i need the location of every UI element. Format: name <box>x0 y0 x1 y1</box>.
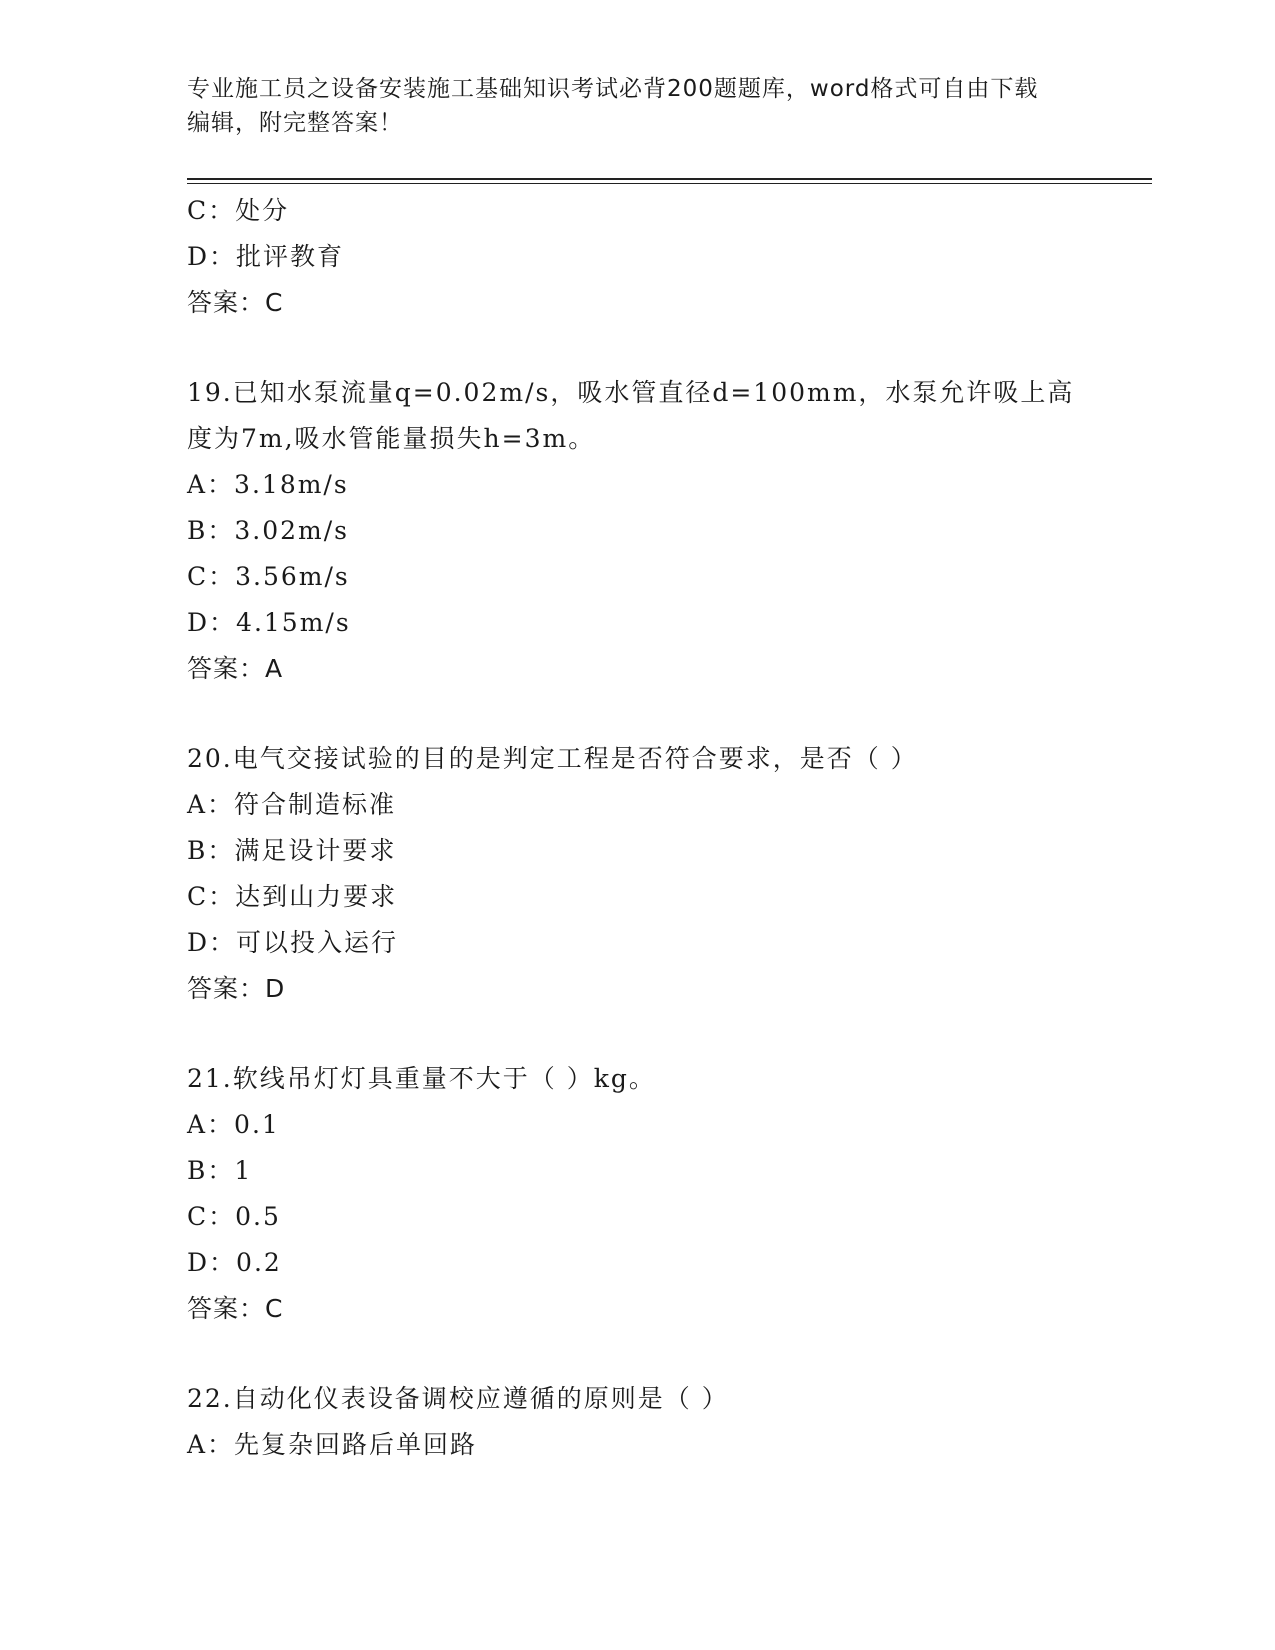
option-c: C：处分 <box>187 196 290 225</box>
option-d: D：批评教育 <box>187 242 345 271</box>
answer-line: 答案：D <box>187 974 286 1003</box>
answer-line: 答案：A <box>187 654 284 683</box>
question-list <box>187 188 1075 1468</box>
question-18-tail <box>187 188 1067 326</box>
question-20 <box>187 736 1067 1012</box>
header-title-line-1: 专业施工员之设备安装施工基础知识考试必背200题题库，word格式可自由下载 <box>187 76 1039 102</box>
question-spacer <box>187 1332 1067 1376</box>
option-d: D：0.2 <box>187 1248 282 1277</box>
option-c: C：0.5 <box>187 1202 281 1231</box>
header-title-line-2: 编辑，附完整答案！ <box>187 110 403 136</box>
answer-line: 答案：C <box>187 288 284 317</box>
question-stem: 20.电气交接试验的目的是判定工程是否符合要求，是否（ ） <box>187 744 918 773</box>
question-21 <box>187 1056 1067 1332</box>
option-b: B：3.02m/s <box>187 516 349 545</box>
question-spacer <box>187 692 1067 736</box>
option-b: B：1 <box>187 1156 253 1185</box>
question-spacer <box>187 326 1067 370</box>
option-a: A：3.18m/s <box>187 470 349 499</box>
option-d: D：4.15m/s <box>187 608 351 637</box>
option-c: C：达到山力要求 <box>187 882 398 911</box>
option-c: C：3.56m/s <box>187 562 350 591</box>
option-a: A：先复杂回路后单回路 <box>187 1430 478 1459</box>
question-stem: 19.已知水泵流量q=0.02m/s，吸水管直径d=100mm，水泵允许吸上高 <box>187 378 1075 407</box>
question-stem-continued: 度为7m,吸水管能量损失h=3m。 <box>187 424 596 453</box>
question-stem: 21.软线吊灯灯具重量不大于（ ）kg。 <box>187 1064 656 1093</box>
header-rule-thin <box>187 183 1152 184</box>
question-stem: 22.自动化仪表设备调校应遵循的原则是（ ） <box>187 1384 729 1413</box>
question-22 <box>187 1376 1067 1468</box>
option-a: A：符合制造标准 <box>187 790 397 819</box>
option-d: D：可以投入运行 <box>187 928 399 957</box>
option-b: B：满足设计要求 <box>187 836 397 865</box>
answer-line: 答案：C <box>187 1294 284 1323</box>
option-a: A：0.1 <box>187 1110 280 1139</box>
question-spacer <box>187 1012 1067 1056</box>
header-rule-thick <box>187 178 1152 180</box>
page-header <box>187 72 1067 140</box>
question-19 <box>187 370 1075 692</box>
